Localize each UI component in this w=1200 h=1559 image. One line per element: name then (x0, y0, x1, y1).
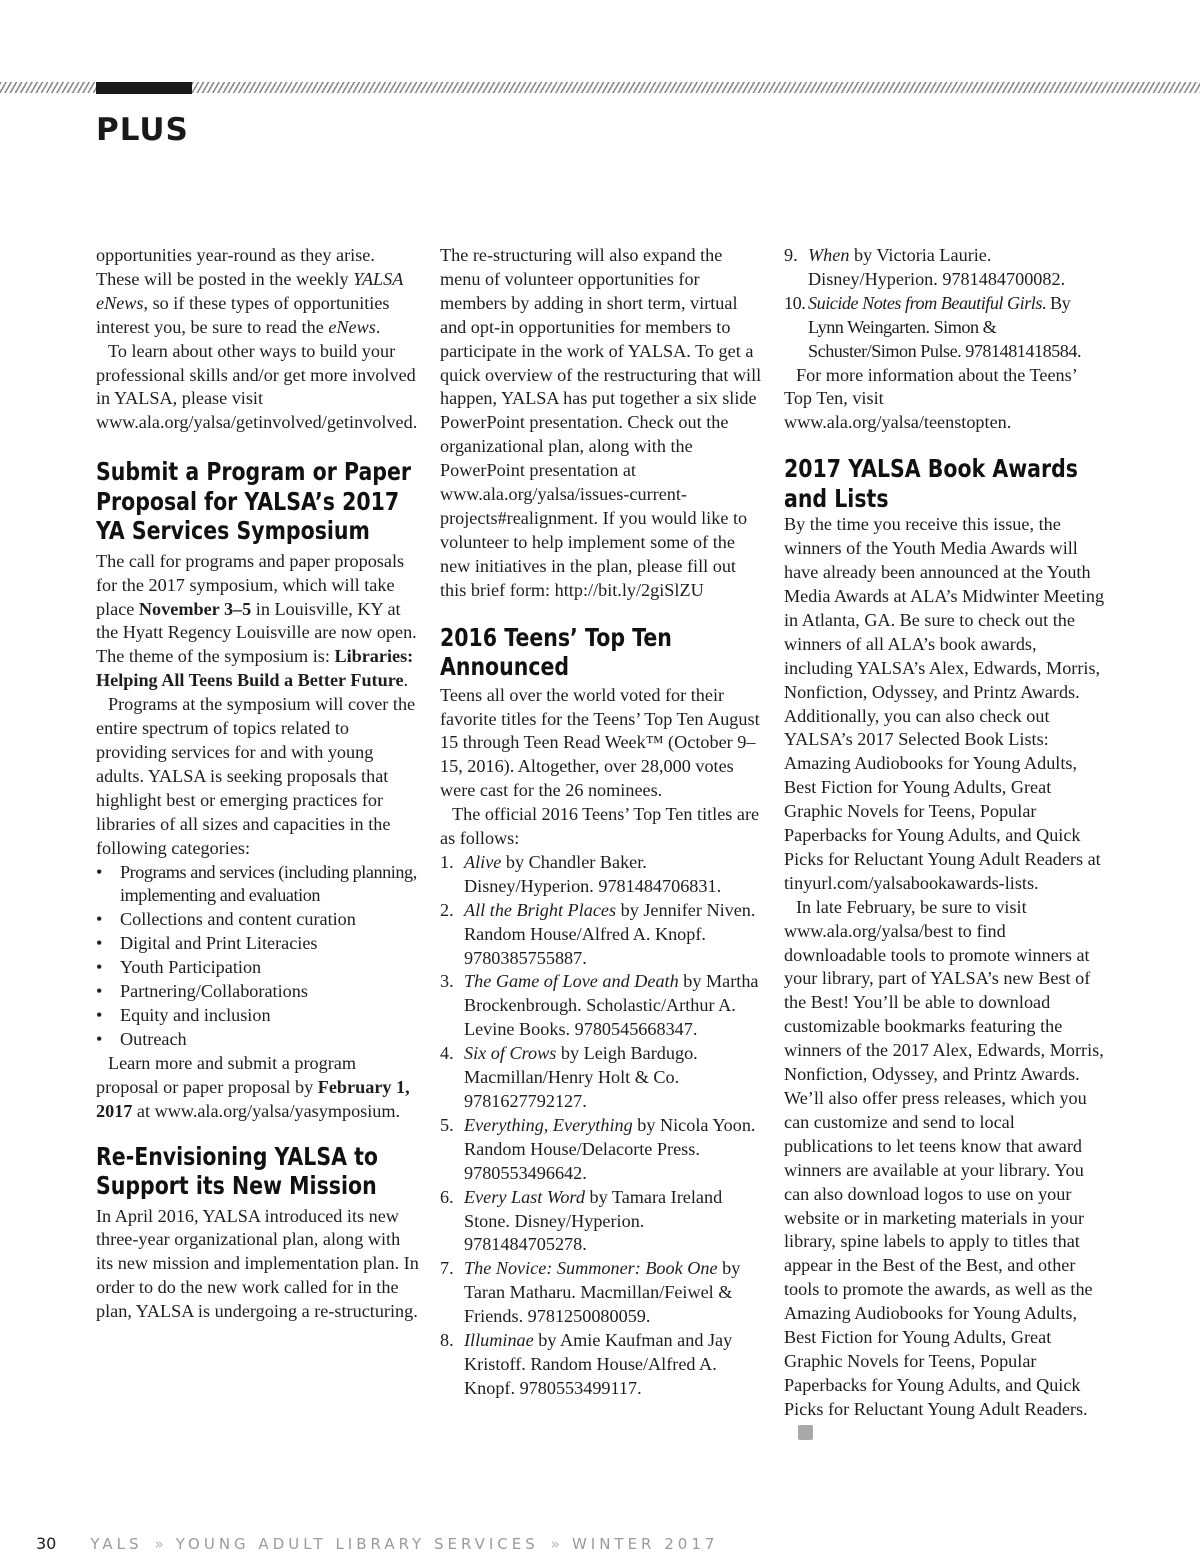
footer-publication-short: YALS (90, 1535, 143, 1553)
book-awards-heading: 2017 YALSA Book Awards and Lists (784, 454, 1078, 513)
top-ten-item: 9. When by Victoria Laurie. Disney/Hyperion. 9781484700082. (784, 245, 1066, 289)
top-ten-item: 5. Everything, Everything by Nicola Yoon. Random House/Delacorte Press. 9780553496642. (440, 1114, 756, 1183)
get-involved-paragraph: To learn about other ways to build your professional skills and/or get more involved in YALSA, please visit www.ala.org/yalsa/getinvolved/getinvolved. (96, 340, 418, 433)
teens-top-ten-intro: Teens all over the world voted for their favorite titles for the Teens’ Top Ten August 15 through Teen Read Week™ (October 9–15, 2016). Altogether, over 28,000 votes were cast for the 26 nominees. (440, 684, 760, 801)
top-ten-item: 2. All the Bright Places by Jennifer Niven. Random House/Alfred A. Knopf. 9780385755887. (440, 899, 756, 968)
column-3 (784, 244, 1108, 1446)
column-1 (96, 244, 420, 1324)
teens-top-ten-more-info: For more information about the Teens’ Top Ten, visit www.ala.org/yalsa/teenstopten. (784, 364, 1077, 433)
top-ten-item: 10. Suicide Notes from Beautiful Girls. By Lynn Weingarten. Simon & Schuster/Simon Pulse. 9781481418584. (784, 292, 1082, 361)
category-item: • Outreach (96, 1028, 420, 1052)
header-black-bar (96, 82, 192, 94)
reenvision-heading: Re-Envisioning YALSA to Support its New Mission (96, 1141, 378, 1200)
category-list (96, 861, 420, 1052)
book-awards-paragraph: By the time you receive this issue, the winners of the Youth Media Awards will have already been announced at the Youth Media Awards at ALA’s Midwinter Meeting in Atlanta, GA. Be sure to check out the winners of all ALA’s book awards, including YALSA’s Alex, Edwards, Morris, Nonfiction, Odyssey, and Printz Awards. Additionally, you can also check out YALSA’s 2017 Selected Book Lists: Amazing Audiobooks for Young Adults, Best Fiction for Young Adults, Great Graphic Novels for Teens, Popular Paperbacks for Young Adults, and Quick Picks for Reluctant Young Adult Readers at tinyurl.com/yalsabookawards-lists. (784, 514, 1105, 893)
reenvision-paragraph: In April 2016, YALSA introduced its new three-year organizational plan, along with its new mission and implementation plan. In order to do the new work called for in the plan, YALSA is undergoing a re-structuring. (96, 1205, 419, 1322)
footer-publication-long: YOUNG ADULT LIBRARY SERVICES (175, 1535, 539, 1553)
page-footer (36, 1534, 718, 1558)
best-of-best-paragraph: In late February, be sure to visit www.ala.org/yalsa/best to find downloadable tools to promote winners at your library, part of YALSA’s new Best of the Best! You’ll be able to download customizable bookmarks featuring the winners of the 2017 Alex, Edwards, Morris, Nonfiction, Odyssey, and Printz Awards. We’ll also offer press releases, which you can customize and send to local publications to let teens know that award winners are available at your library. You can also download logos to use on your website or in marketing materials in your library, spine labels to apply to titles that appear in the Best of the Best, and other tools to promote the awards, as well as the Amazing Audiobooks for Young Adults, Best Fiction for Young Adults, Great Graphic Novels for Teens, Popular Paperbacks for Young Adults, and Quick Picks for Reluctant Young Adult Readers. (784, 896, 1108, 1446)
top-ten-item: 4. Six of Crows by Leigh Bardugo. Macmillan/Henry Holt & Co. 9781627792127. (440, 1043, 698, 1111)
category-item: • Equity and inclusion (96, 1004, 420, 1028)
top-ten-item: 7. The Novice: Summoner: Book One by Taran Matharu. Macmillan/Feiwel & Friends. 9781250080059. (440, 1258, 741, 1327)
footer-separator: » (154, 1535, 164, 1553)
teens-top-ten-lead: The official 2016 Teens’ Top Ten titles are as follows: (440, 804, 760, 849)
category-item: • Youth Participation (96, 956, 420, 980)
column-2 (440, 244, 764, 1401)
symposium-intro: The call for programs and paper proposals for the 2017 symposium, which will take place November 3–5 in Louisville, KY at the Hyatt Regency Louisville are now open. The theme of the symposium is: Libraries: Helping All Teens Build a Better Future. (96, 550, 417, 691)
symposium-topics-paragraph: Programs at the symposium will cover the entire spectrum of topics related to providing services for and with young adults. YALSA is seeking proposals that highlight best or emerging practices for libraries of all sizes and capacities in the following categories: (96, 694, 416, 858)
top-ten-list-part-1 (440, 851, 764, 1401)
end-of-article-icon (798, 1425, 813, 1440)
section-label: PLUS (96, 112, 189, 148)
top-ten-item: 3. The Game of Love and Death by Martha Brockenbrough. Scholastic/Arthur A. Levine Books. 9780545668347. (440, 971, 759, 1040)
symposium-heading: Submit a Program or Paper Proposal for YALSA’s 2017 YA Services Symposium (96, 457, 411, 546)
top-ten-item: 6. Every Last Word by Tamara Ireland Stone. Disney/Hyperion. 9781484705278. (440, 1186, 723, 1255)
page-number: 30 (36, 1534, 57, 1553)
category-item: • Partnering/Collaborations (96, 980, 420, 1004)
symposium-deadline-paragraph: Learn more and submit a program proposal or paper proposal by February 1, 2017 at www.ala.org/yalsa/yasymposium. (96, 1052, 410, 1121)
footer-issue: WINTER 2017 (571, 1535, 719, 1553)
top-ten-list-part-2 (784, 244, 1108, 364)
restructuring-paragraph: The re-structuring will also expand the menu of volunteer opportunities for members by adding in short term, virtual and opt-in opportunities for members to participate in the work of YALSA. To get a quick overview of the restructuring that will happen, YALSA has put together a six slide PowerPoint presentation. Check out the organizational plan, along with the PowerPoint presentation at www.ala.org/yalsa/issues-current-projects#realignment. If you would like to volunteer to help implement some of the new initiatives in the plan, please fill out this brief form: http://bit.ly/2giSlZU (440, 245, 762, 600)
teens-top-ten-heading: 2016 Teens’ Top Ten Announced (440, 622, 672, 682)
footer-separator: » (550, 1535, 560, 1553)
top-ten-item: 8. Illuminae by Amie Kaufman and Jay Kristoff. Random House/Alfred A. Knopf. 9780553499117. (440, 1330, 733, 1398)
category-item: • Programs and services (including planning, implementing and evaluation (96, 861, 420, 909)
category-item: • Collections and content curation (96, 908, 420, 932)
continued-paragraph: opportunities year-round as they arise. These will be posted in the weekly YALSA eNews, so if these types of opportunities interest you, be sure to read the eNews. (96, 245, 404, 337)
category-item: • Digital and Print Literacies (96, 932, 420, 956)
top-ten-item: 1. Alive by Chandler Baker. Disney/Hyperion. 9781484706831. (440, 851, 722, 896)
